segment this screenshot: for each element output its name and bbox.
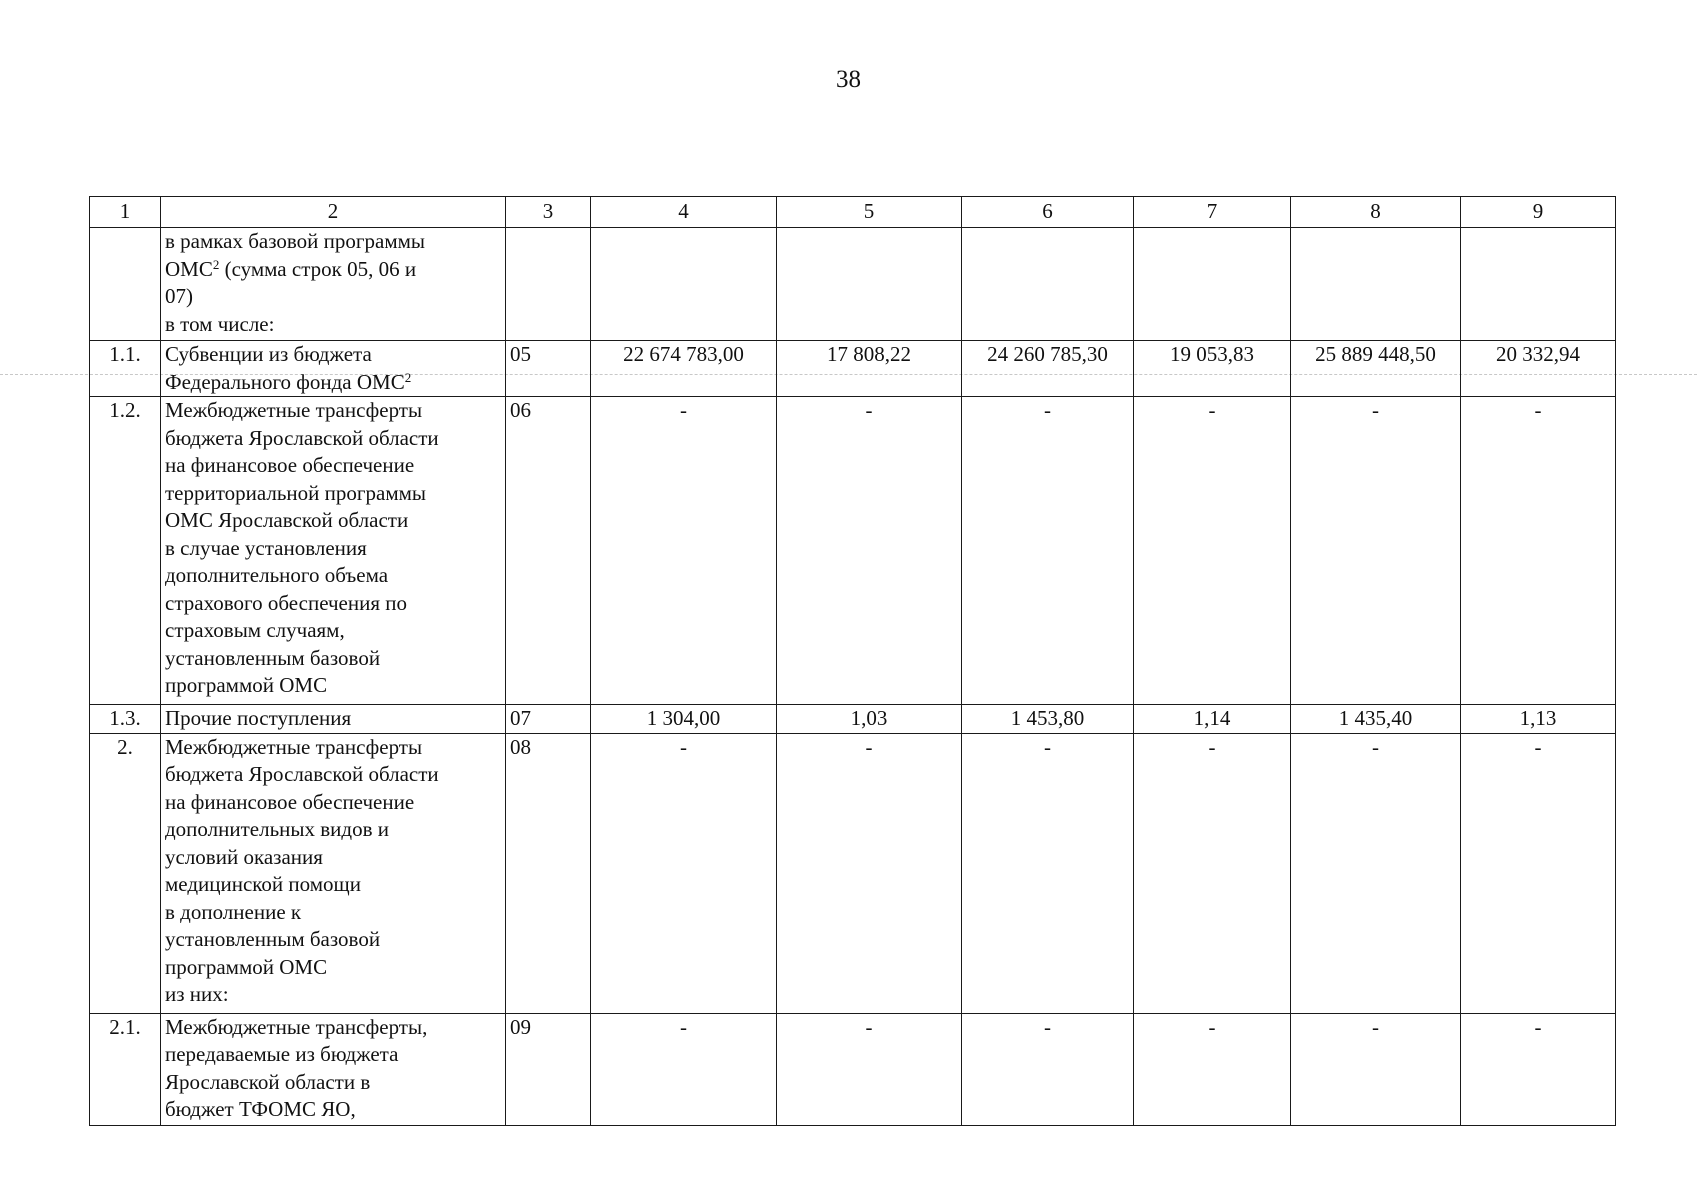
column-header: 2 xyxy=(161,197,506,228)
row-number: 1.3. xyxy=(90,705,161,734)
value-cell xyxy=(1461,228,1616,341)
row-number: 2.1. xyxy=(90,1013,161,1125)
row-number xyxy=(90,228,161,341)
row-number: 1.2. xyxy=(90,397,161,705)
value-cell: 1,14 xyxy=(1134,705,1291,734)
value-cell xyxy=(1134,228,1291,341)
page-number: 38 xyxy=(836,66,861,93)
table-row xyxy=(90,341,1616,397)
value-cell: - xyxy=(962,397,1134,705)
value-cell: - xyxy=(777,1013,962,1125)
value-cell: - xyxy=(1134,733,1291,1013)
column-header: 5 xyxy=(777,197,962,228)
value-cell: - xyxy=(591,1013,777,1125)
row-name: Межбюджетные трансферты бюджета Ярославской области на финансовое обеспечение дополнительных видов и условий оказания медицинской помощи в дополнение к установленным базовой программой ОМС из них: xyxy=(161,733,506,1013)
table-header-row xyxy=(90,197,1616,228)
table-row xyxy=(90,228,1616,341)
value-cell: - xyxy=(591,397,777,705)
value-cell: - xyxy=(1134,397,1291,705)
value-cell: - xyxy=(1461,1013,1616,1125)
value-cell: 17 808,22 xyxy=(777,341,962,397)
budget-table xyxy=(89,196,1616,1126)
value-cell: - xyxy=(1461,733,1616,1013)
value-cell: - xyxy=(591,733,777,1013)
column-header: 6 xyxy=(962,197,1134,228)
row-name: в рамках базовой программы ОМС$^2$ (сумма строк 05, 06 и 07) в том числе: xyxy=(161,228,506,341)
row-code: 08 xyxy=(506,733,591,1013)
row-name: Прочие поступления xyxy=(161,705,506,734)
table-row xyxy=(90,705,1616,734)
row-code: 06 xyxy=(506,397,591,705)
value-cell: - xyxy=(962,1013,1134,1125)
value-cell: 24 260 785,30 xyxy=(962,341,1134,397)
value-cell: 22 674 783,00 xyxy=(591,341,777,397)
value-cell: - xyxy=(962,733,1134,1013)
table-row xyxy=(90,1013,1616,1125)
value-cell xyxy=(591,228,777,341)
column-header: 4 xyxy=(591,197,777,228)
row-number: 2. xyxy=(90,733,161,1013)
value-cell: 1 435,40 xyxy=(1291,705,1461,734)
value-cell: - xyxy=(777,733,962,1013)
value-cell: - xyxy=(1291,1013,1461,1125)
row-code: 09 xyxy=(506,1013,591,1125)
value-cell xyxy=(1291,228,1461,341)
value-cell xyxy=(962,228,1134,341)
table-row xyxy=(90,397,1616,705)
value-cell: 1,13 xyxy=(1461,705,1616,734)
value-cell: - xyxy=(1134,1013,1291,1125)
column-header: 3 xyxy=(506,197,591,228)
value-cell xyxy=(777,228,962,341)
row-code: 05 xyxy=(506,341,591,397)
column-header: 1 xyxy=(90,197,161,228)
column-header: 7 xyxy=(1134,197,1291,228)
row-name: Субвенции из бюджета Федерального фонда ОМС$^2$ xyxy=(161,341,506,397)
value-cell: - xyxy=(777,397,962,705)
value-cell: - xyxy=(1291,397,1461,705)
value-cell: - xyxy=(1291,733,1461,1013)
row-code: 07 xyxy=(506,705,591,734)
value-cell: - xyxy=(1461,397,1616,705)
value-cell: 20 332,94 xyxy=(1461,341,1616,397)
column-header: 8 xyxy=(1291,197,1461,228)
row-number: 1.1. xyxy=(90,341,161,397)
column-header: 9 xyxy=(1461,197,1616,228)
value-cell: 1 304,00 xyxy=(591,705,777,734)
value-cell: 19 053,83 xyxy=(1134,341,1291,397)
row-name: Межбюджетные трансферты бюджета Ярославской области на финансовое обеспечение территориальной программы ОМС Ярославской области в случае установления дополнительного объема страхового обеспечения по страховым случаям, установленным базовой программой ОМС xyxy=(161,397,506,705)
row-code xyxy=(506,228,591,341)
table-row xyxy=(90,733,1616,1013)
value-cell: 25 889 448,50 xyxy=(1291,341,1461,397)
row-name: Межбюджетные трансферты, передаваемые из бюджета Ярославской области в бюджет ТФОМС ЯО, xyxy=(161,1013,506,1125)
value-cell: 1,03 xyxy=(777,705,962,734)
value-cell: 1 453,80 xyxy=(962,705,1134,734)
